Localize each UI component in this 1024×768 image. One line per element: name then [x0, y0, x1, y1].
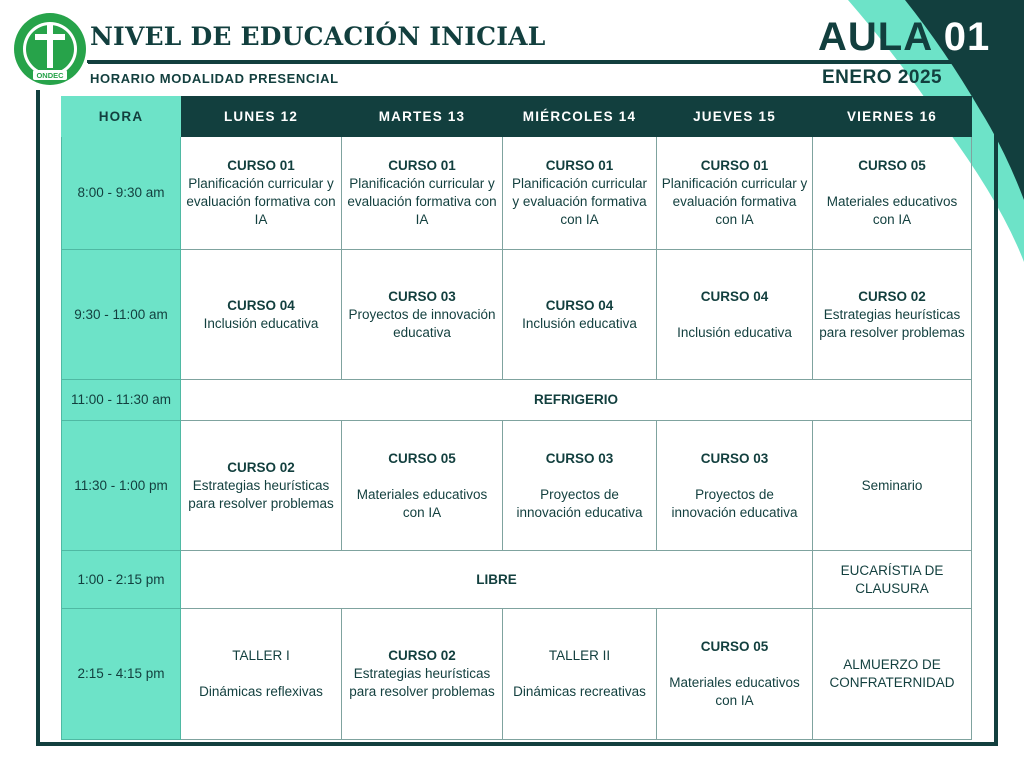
- classroom-word: AULA: [818, 15, 932, 59]
- page-title: NIVEL DE EDUCACIÓN INICIAL: [90, 22, 546, 51]
- time-slot: 9:30 - 11:00 am: [62, 250, 181, 380]
- time-slot: 2:15 - 4:15 pm: [62, 609, 181, 740]
- workshop-code: TALLER I: [232, 648, 290, 663]
- course-code: CURSO 05: [388, 450, 456, 466]
- course-title: Materiales educativos con IA: [669, 675, 800, 708]
- course-title: Planificación curricular y evaluación formativa con IA: [661, 176, 808, 227]
- course-title: Dinámicas reflexivas: [199, 684, 323, 699]
- column-header-monday: LUNES 12: [181, 97, 342, 137]
- course-title: Planificación curricular y evaluación formativa con IA: [347, 176, 497, 227]
- schedule-cell: [813, 137, 972, 250]
- course-code: CURSO 03: [388, 288, 456, 304]
- schedule-cell: [342, 609, 503, 740]
- column-header-tuesday: MARTES 13: [342, 97, 503, 137]
- course-title: Estrategias heurísticas para resolver problemas: [188, 477, 334, 511]
- course-code: CURSO 03: [545, 450, 614, 466]
- schedule-cell: [181, 609, 342, 740]
- course-code: CURSO 03: [700, 450, 769, 466]
- schedule-cell: [503, 137, 657, 250]
- course-code: CURSO 01: [700, 158, 769, 173]
- schedule-cell: [342, 250, 503, 380]
- table-header-row: [62, 97, 972, 137]
- course-title: Materiales educativos con IA: [826, 194, 958, 227]
- course-code: CURSO 02: [227, 459, 295, 475]
- schedule-cell: [657, 137, 813, 250]
- closing-cell: EUCARÍSTIA DE CLAUSURA: [813, 551, 972, 609]
- course-title: Planificación curricular y evaluación formativa con IA: [511, 176, 648, 227]
- table-row: [62, 609, 972, 740]
- schedule-cell: [657, 250, 813, 380]
- course-code: CURSO 04: [227, 297, 295, 313]
- table-row: [62, 137, 972, 250]
- course-title: Proyectos de innovación educativa: [348, 306, 496, 340]
- schedule-cell: [813, 421, 972, 551]
- table-row: [62, 380, 972, 421]
- logo-text: ONDEC: [36, 71, 64, 80]
- workshop-code: TALLER II: [548, 648, 611, 663]
- course-title: Dinámicas recreativas: [513, 684, 646, 699]
- course-title: Inclusión educativa: [677, 324, 792, 340]
- classroom-label: [818, 12, 990, 62]
- ondec-logo: [13, 12, 87, 86]
- course-title: Materiales educativos con IA: [356, 486, 488, 520]
- course-title: ALMUERZO DE CONFRATERNIDAD: [829, 657, 955, 690]
- schedule-cell: [342, 137, 503, 250]
- course-code: CURSO 02: [858, 288, 926, 304]
- table-row: [62, 551, 972, 609]
- page-subtitle: HORARIO MODALIDAD PRESENCIAL: [90, 71, 339, 86]
- column-header-hour: HORA: [62, 97, 181, 137]
- schedule-table: [61, 96, 972, 740]
- course-title: Proyectos de innovación educativa: [671, 486, 798, 520]
- course-code: CURSO 04: [700, 288, 769, 304]
- schedule-cell: [181, 250, 342, 380]
- course-title: Inclusión educativa: [522, 315, 637, 331]
- schedule-cell: [503, 421, 657, 551]
- schedule-cell: [813, 609, 972, 740]
- time-slot: 11:30 - 1:00 pm: [62, 421, 181, 551]
- table-row: [62, 250, 972, 380]
- course-code: CURSO 01: [388, 158, 456, 173]
- break-cell: REFRIGERIO: [181, 380, 972, 421]
- table-row: [62, 421, 972, 551]
- course-code: CURSO 01: [227, 158, 295, 173]
- schedule-cell: [342, 421, 503, 551]
- column-header-friday: VIERNES 16: [813, 97, 972, 137]
- time-slot: 8:00 - 9:30 am: [62, 137, 181, 250]
- course-title: Estrategias heurísticas para resolver problemas: [349, 666, 495, 699]
- schedule-cell: [181, 421, 342, 551]
- column-header-thursday: JUEVES 15: [657, 97, 813, 137]
- course-code: CURSO 04: [545, 297, 614, 313]
- course-code: CURSO 05: [858, 158, 926, 173]
- schedule-month: ENERO 2025: [822, 67, 943, 88]
- schedule-cell: [181, 137, 342, 250]
- schedule-cell: [657, 609, 813, 740]
- schedule-cell: [503, 609, 657, 740]
- column-header-wednesday: MIÉRCOLES 14: [503, 97, 657, 137]
- schedule-cell: [503, 250, 657, 380]
- free-cell: LIBRE: [181, 551, 813, 609]
- time-slot: 11:00 - 11:30 am: [62, 380, 181, 421]
- classroom-number: 01: [943, 15, 991, 59]
- course-title: Proyectos de innovación educativa: [516, 486, 643, 520]
- course-title: Inclusión educativa: [203, 315, 319, 331]
- time-slot: 1:00 - 2:15 pm: [62, 551, 181, 609]
- schedule-cell: [657, 421, 813, 551]
- course-title: Planificación curricular y evaluación formativa con IA: [186, 176, 336, 227]
- course-code: CURSO 01: [545, 158, 614, 173]
- course-title: Seminario: [861, 477, 923, 493]
- course-title: Estrategias heurísticas para resolver problemas: [819, 306, 965, 340]
- course-code: CURSO 02: [388, 648, 456, 663]
- course-code: CURSO 05: [700, 639, 769, 654]
- schedule-cell: [813, 250, 972, 380]
